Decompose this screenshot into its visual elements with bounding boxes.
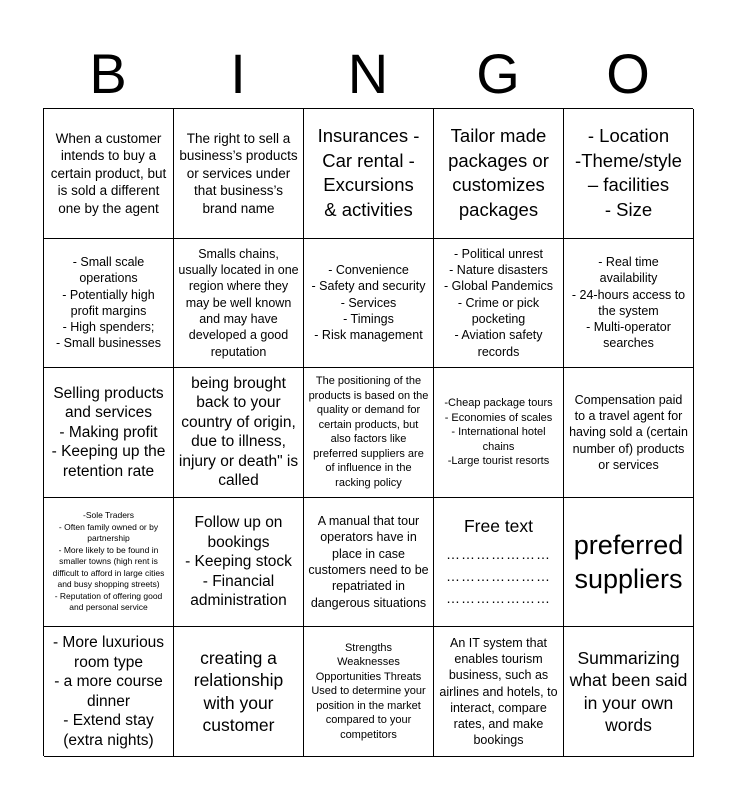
cell-text: - Location -Theme/style – facilities - Size bbox=[575, 125, 682, 220]
bingo-cell-r2c1 bbox=[44, 239, 174, 369]
bingo-cell-r4c3 bbox=[304, 498, 434, 628]
cell-text: preferred suppliers bbox=[573, 530, 684, 595]
cell-text: Strengths Weaknesses Opportunities Threats Used to determine your position in the market compared to your competitors bbox=[311, 641, 426, 741]
bingo-cell-r2c4 bbox=[434, 239, 564, 369]
bingo-cell-r1c5 bbox=[564, 109, 694, 239]
bingo-cell-r1c4 bbox=[434, 109, 564, 239]
cell-text: -Sole Traders - Often family owned or by partnership - More likely to be found in smaller towns (high rent is difficult to afford in large cities and busy shopping streets) - Reputation of offering good and personal service bbox=[52, 510, 165, 613]
bingo-cell-r3c2 bbox=[174, 368, 304, 498]
bingo-cell-r3c3 bbox=[304, 368, 434, 498]
bingo-cell-r5c5 bbox=[564, 627, 694, 757]
cell-text: - More luxurious room type - a more course dinner - Extend stay (extra nights) bbox=[52, 634, 165, 749]
cell-text: The right to sell a business’s products or services under that business’s brand name bbox=[179, 130, 298, 216]
bingo-card-grid bbox=[43, 108, 693, 756]
cell-text: creating a relationship with your customer bbox=[193, 647, 284, 736]
bingo-cell-r1c2 bbox=[174, 109, 304, 239]
bingo-header bbox=[43, 40, 693, 108]
cell-text: Summarizing what been said in your own words bbox=[569, 647, 688, 736]
cell-text: A manual that tour operators have in place in case customers need to be repatriated in dangerous situations bbox=[308, 514, 429, 610]
bingo-cell-r1c3 bbox=[304, 109, 434, 239]
cell-text: Follow up on bookings - Keeping stock - Financial administration bbox=[185, 514, 292, 610]
bingo-cell-r2c2 bbox=[174, 239, 304, 369]
free-text-line: ………………… bbox=[446, 568, 551, 585]
cell-text: - Political unrest - Nature disasters - Global Pandemics - Crime or pick pocketing - Aviation safety records bbox=[443, 246, 554, 359]
header-letter-i: I bbox=[230, 42, 246, 105]
cell-text: An IT system that enables tourism business, such as airlines and hotels, to interact, compare rates, and make bookings bbox=[439, 635, 558, 748]
cell-text: The positioning of the products is based on the quality or demand for certain products, but also factors like preferred suppliers are of influence in the racking policy bbox=[308, 375, 429, 489]
free-text-line: ………………… bbox=[446, 546, 551, 563]
cell-text: Selling products and services - Making profit - Keeping up the retention rate bbox=[51, 384, 166, 480]
cell-text: - Real time availability - 24-hours access to the system - Multi-operator searches bbox=[571, 255, 686, 351]
cell-text: Compensation paid to a travel agent for having sold a (certain number of) products or services bbox=[569, 392, 688, 472]
bingo-cell-r5c3 bbox=[304, 627, 434, 757]
cell-text: - Small scale operations - Potentially high profit margins - High spenders; - Small businesses bbox=[56, 255, 161, 351]
cell-text: Insurances - Car rental - Excursions & activities bbox=[317, 125, 420, 220]
free-text-line: ………………… bbox=[446, 590, 551, 607]
cell-text: -Cheap package tours - Economies of scales - International hotel chains -Large tourist resorts bbox=[444, 397, 553, 468]
header-letter-n: N bbox=[347, 42, 389, 105]
bingo-cell-r3c5 bbox=[564, 368, 694, 498]
header-letter-b: B bbox=[89, 42, 127, 105]
bingo-cell-r4c2 bbox=[174, 498, 304, 628]
bingo-cell-r1c1 bbox=[44, 109, 174, 239]
header-letter-o: O bbox=[606, 42, 650, 105]
cell-text: When a customer intends to buy a certain product, but is sold a different one by the agent bbox=[50, 130, 167, 216]
bingo-cell-r2c5 bbox=[564, 239, 694, 369]
bingo-cell-r5c1 bbox=[44, 627, 174, 757]
bingo-cell-r5c2 bbox=[174, 627, 304, 757]
bingo-cell-r4c5 bbox=[564, 498, 694, 628]
bingo-cell-r3c1 bbox=[44, 368, 174, 498]
cell-text: Tailor made packages or customizes packages bbox=[448, 125, 549, 220]
header-letter-g: G bbox=[476, 42, 520, 105]
bingo-cell-free bbox=[434, 498, 564, 628]
bingo-cell-r4c1 bbox=[44, 498, 174, 628]
bingo-cell-r5c4 bbox=[434, 627, 564, 757]
bingo-cell-r3c4 bbox=[434, 368, 564, 498]
bingo-cell-r2c3 bbox=[304, 239, 434, 369]
free-text-title: Free text bbox=[463, 516, 534, 537]
cell-text: being brought back to your country of origin, due to illness, injury or death" is called bbox=[178, 374, 299, 490]
cell-text: Smalls chains, usually located in one region where they may be well known and may have developed a good reputation bbox=[178, 246, 299, 359]
cell-text: - Convenience - Safety and security - Services - Timings - Risk management bbox=[311, 263, 426, 343]
